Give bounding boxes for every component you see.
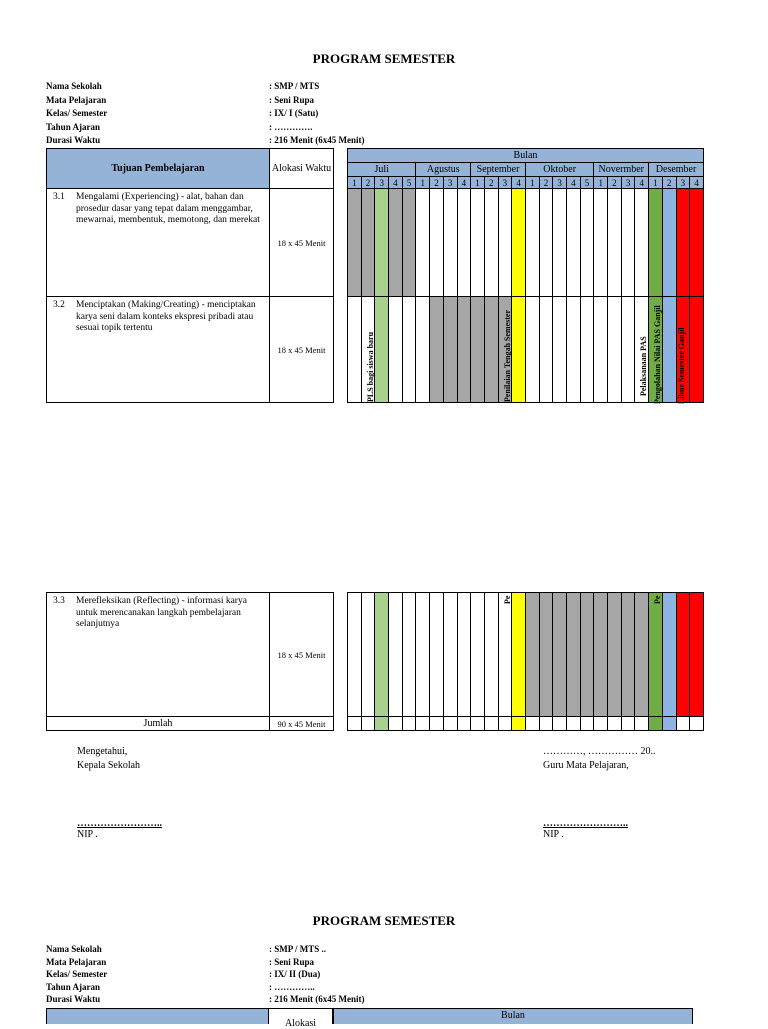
col-header-month: Bulan: [348, 149, 704, 163]
week-number: 3: [375, 177, 389, 189]
week-number: 2: [484, 177, 498, 189]
signature-left-name: …………………….. NIP .: [77, 818, 162, 840]
week-number: 1: [525, 177, 539, 189]
total-row: [47, 717, 704, 731]
month-oktober: Oktober: [525, 163, 593, 177]
week-number: 1: [594, 177, 608, 189]
goal-cell: 3.1 Mengalami (Experiencing) - alat, bahan dan prosedur dasar yang tepat dalam menggambar, mewarnai, membentuk, memotong, dan merekat: [47, 189, 270, 297]
page-title-2: PROGRAM SEMESTER: [312, 913, 456, 928]
month-september: September: [471, 163, 526, 177]
month-desember: Desember: [649, 163, 704, 177]
page-title: PROGRAM SEMESTER: [312, 51, 456, 66]
label-olah: Pengolahan Nilai PAS Ganjil: [653, 305, 662, 404]
signature-right: …………, …………… 20.. Guru Mata Pelajaran,: [543, 746, 656, 771]
label-pts: Penilaian Tengah Semester: [503, 309, 512, 402]
week-number: 2: [662, 177, 676, 189]
week-number: 5: [580, 177, 594, 189]
col-header-month-2: Bulan: [333, 1008, 693, 1024]
week-number: 1: [416, 177, 430, 189]
week-number: 1: [649, 177, 663, 189]
week-number: 3: [498, 177, 512, 189]
week-number: 4: [690, 177, 704, 189]
week-number: 2: [361, 177, 375, 189]
week-number: 4: [635, 177, 649, 189]
label-libur: Libur Semester Ganjil: [677, 327, 686, 404]
signature-right-name: …………………….. NIP .: [543, 818, 628, 840]
total-label: Jumlah: [47, 717, 270, 731]
table-row: [47, 593, 704, 717]
week-number: 2: [539, 177, 553, 189]
semester-table-bottom: [46, 592, 704, 731]
month-november: Novermber: [594, 163, 649, 177]
col-header-alloc: Alokasi Waktu: [270, 149, 334, 189]
month-agustus: Agustus: [416, 163, 471, 177]
goal-cell: 3.3 Merefleksikan (Reflecting) - informasi karya untuk merencanakan langkah pembelajaran selanjutnya: [47, 593, 270, 717]
label-olah-continued: Pe: [653, 595, 662, 604]
table-row: [47, 189, 704, 297]
week-number: 4: [512, 177, 526, 189]
week-number: 4: [567, 177, 581, 189]
week-number: 4: [457, 177, 471, 189]
week-number: 3: [676, 177, 690, 189]
col-header-alloc-2: Alokasi: [269, 1008, 333, 1024]
week-number: 2: [430, 177, 444, 189]
col-header-goal-2: [46, 1008, 269, 1024]
signature-left: Mengetahui, Kepala Sekolah: [77, 746, 141, 771]
week-number: 4: [389, 177, 403, 189]
week-number: 1: [471, 177, 485, 189]
week-number: 3: [443, 177, 457, 189]
week-number: 3: [553, 177, 567, 189]
month-juli: Juli: [348, 163, 416, 177]
week-number: 1: [348, 177, 362, 189]
week-number: 3: [621, 177, 635, 189]
col-header-goal: Tujuan Pembelajaran: [47, 149, 270, 189]
alloc-cell: 18 x 45 Menit: [270, 593, 334, 717]
label-pts-continued: Pe: [503, 595, 512, 604]
label-pls: PLS bagi siswa baru: [366, 331, 375, 402]
week-number: 5: [402, 177, 416, 189]
alloc-cell: 18 x 45 Menit: [270, 189, 334, 297]
goal-cell: 3.2 Menciptakan (Making/Creating) - menciptakan karya seni dalam konteks ekspresi pribadi atau sesuai topik tertentu: [47, 297, 270, 403]
label-pas: Pelaksanaan PAS: [639, 336, 648, 396]
alloc-cell: 18 x 45 Menit: [270, 297, 334, 403]
total-alloc: 90 x 45 Menit: [270, 717, 334, 731]
week-number: 2: [608, 177, 622, 189]
